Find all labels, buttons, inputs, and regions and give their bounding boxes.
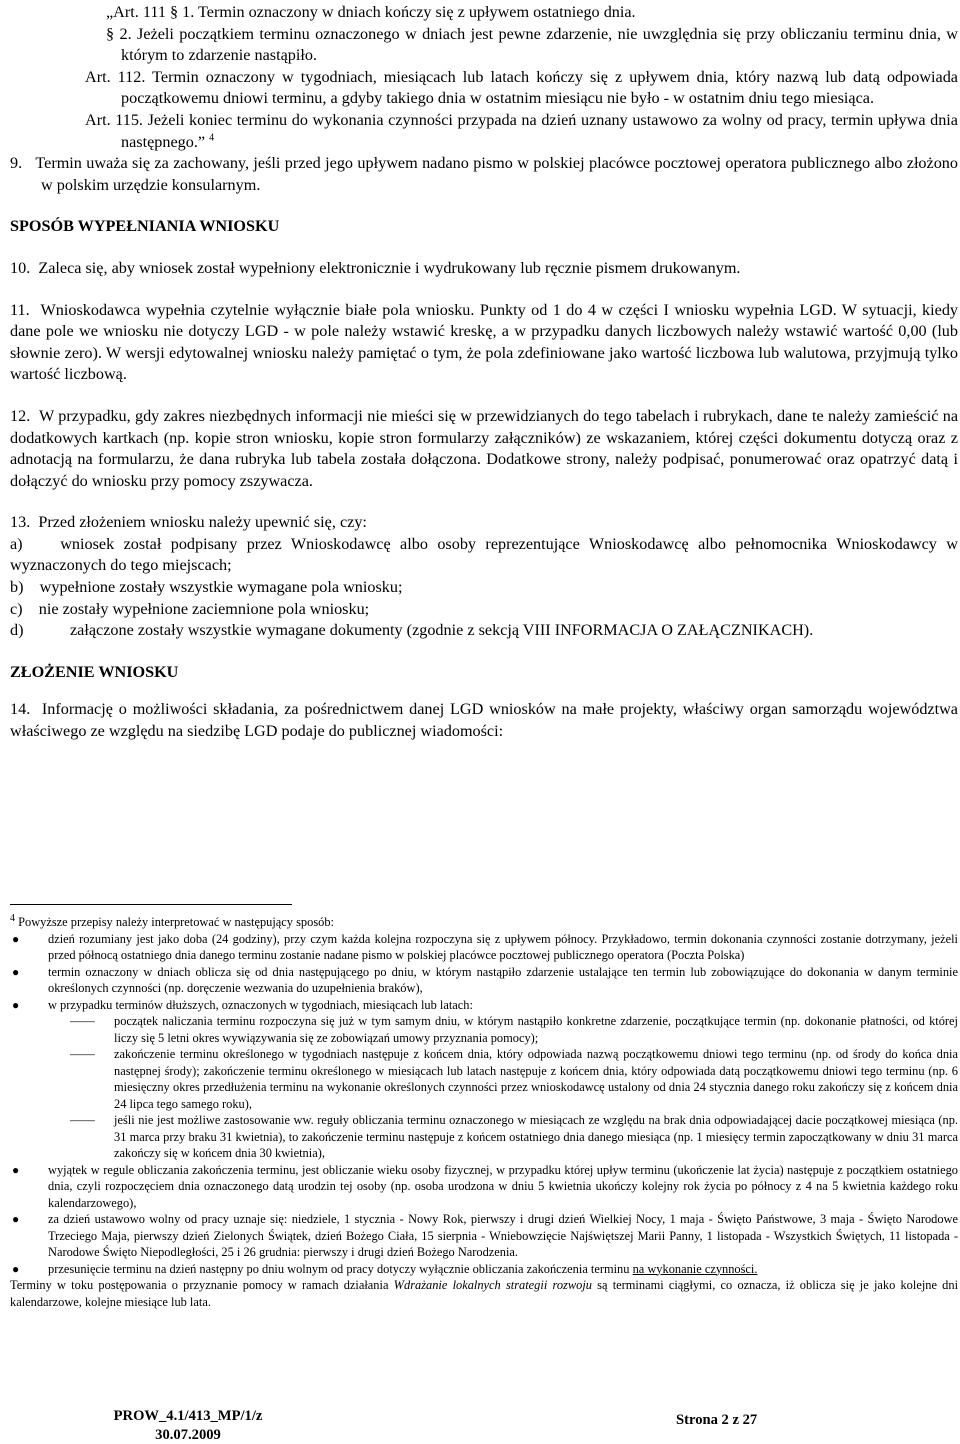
paragraph-12 — [10, 406, 958, 492]
bullet-text: wyjątek w regule obliczania zakończenia terminu, jest obliczanie wieku osoby fizycznej, w przypadku której upływ terminu (ukończenie lat życia) następuje z początkiem ostatniego dnia, czyli rozpoczęciem dnia oznaczonego datą urodzin tej osoby (np. osoba urodzona w dniu 5 kwietnia ukończy kolejny rok życia po północy z 4 na 5 kwietnia każdego roku kalendarzowego), — [48, 1162, 958, 1210]
checklist-text: wniosek został podpisany przez Wnioskodawcę albo osoby reprezentujące Wnioskodawcę albo pełnomocnika Wnioskodawcy w wyznaczonych do tego miejscach; — [10, 534, 958, 575]
checklist-item-a — [10, 534, 958, 577]
paragraph-10 — [10, 258, 958, 280]
bullet-icon: ● — [12, 997, 20, 1012]
bullet-text: przesunięcie terminu na dzień następny po dniu wolnym od pracy dotyczy wyłącznie obliczania zakończenia terminu — [48, 1261, 633, 1276]
paragraph-12-num: 12. — [10, 406, 31, 425]
paragraph-10-num: 10. — [10, 258, 31, 277]
bullet-text: dzień rozumiany jest jako doba (24 godziny), przy czym każda kolejna rozpoczyna się z upływem północy. Przykładowo, termin dokonania czynności zostanie dotrzymany, jeżeli przed północą ostatniego dnia danego terminu zostanie nadane pismo w polskiej placówce pocztowej publicznego operatora (Poczta Polska) — [48, 931, 958, 962]
footnote-bullet-2 — [10, 964, 958, 997]
footnote-bullet-6 — [10, 1261, 958, 1278]
footnote-separator — [10, 904, 292, 905]
art112-para: Art. 112. Termin oznaczony w tygodniach, miesiącach lub latach kończy się z upływem dnia, który nazwą lub datą odpowiada początkowemu dniowi terminu, a gdyby takiego dnia w ostatnim miesiącu nie było - w ostatnim dniu tego miesiąca. — [85, 67, 958, 108]
closing-text-b: są terminami ciągłymi, co oznacza, iż oblicza się je jako kolejne dni kalendarzowe, kolejne miesiące lub lata. — [10, 1278, 959, 1309]
document-code: PROW_4.1/413_MP/1/z — [113, 1408, 263, 1424]
dash-text: zakończenie terminu określonego w tygodniach następuje z końcem dnia, który odpowiada nazwą początkowemu dniowi tego terminu (np. od środy do końca dnia następnej środy); zakończenie terminu określonego w miesiącach lub latach następuje z końcem dnia, który odpowiada datą początkowemu dniowi tego terminu (np. 6 miesięczny okres przedłużenia terminu na wykonanie określonych czynności przez wnioskodawcę ustalony od dnia 24 stycznia danego roku zakończy się z końcem dnia 24 lipca tego samego roku), — [114, 1047, 958, 1111]
bullet-text: termin oznaczony w dniach oblicza się od dnia następującego po dniu, w którym nastąpiło zdarzenie ustalające ten termin lub zobowiązujące do dokonania w danym terminie określonych czynności (np. doręczenie wezwania do uzupełnienia braków), — [48, 964, 958, 995]
checklist-item-c — [10, 599, 958, 621]
footnote-intro-text: Powyższe przepisy należy interpretować w następujący sposób: — [18, 915, 334, 929]
paragraph-9 — [10, 153, 958, 196]
bullet-text: w przypadku terminów dłuższych, oznaczonych w tygodniach, miesiącach lub latach: — [48, 997, 473, 1012]
footnote-bullet-3 — [10, 997, 958, 1014]
bullet-icon: ● — [12, 1212, 20, 1226]
paragraph-9-text: Termin uważa się za zachowany, jeśli przed jego upływem nadano pismo w polskiej placówce pocztowej operatora publicznego albo złożono w polskim urzędzie konsularnym. — [35, 154, 958, 194]
art111-para1: „Art. 111 § 1. Termin oznaczony w dniach kończy się z upływem ostatniego dnia. — [106, 3, 636, 21]
footnote-ref-4[interactable]: 4 — [209, 132, 215, 144]
footnote-dash-1 — [10, 1013, 958, 1046]
footnote-dash-3 — [10, 1112, 958, 1162]
paragraph-14-text: Informację o możliwości składania, za pośrednictwem danej LGD wniosków na małe projekty, właściwy organ samorządu województwa właściwego ze względu na siedzibę LGD podaje do publicznej wiadomości: — [10, 700, 958, 741]
paragraph-11-text: Wnioskodawca wypełnia czytelnie wyłącznie białe pola wniosku. Punkty od 1 do 4 w części I wniosku wypełnia LGD. W sytuacji, kiedy dane pole we wniosku nie dotyczy LGD - w pole należy wstawić kreskę, a w przypadku danych liczbowych należy wstawić wartość 0,00 (lub słownie zero). W wersji edytowalnej wniosku należy pamiętać o tym, że pola zdefiniowane jako wartość liczbowa lub walutowa, przyjmują tylko wartość liczbową. — [10, 300, 959, 384]
footnote-intro — [10, 914, 958, 931]
art115-para — [10, 110, 958, 153]
paragraph-11-num: 11. — [10, 300, 30, 319]
checklist-text: nie zostały wypełnione zaciemnione pola wniosku; — [38, 599, 370, 618]
dash-icon: —— — [70, 1047, 95, 1061]
checklist-item-b — [10, 577, 958, 599]
paragraph-10-text: Zaleca się, aby wniosek został wypełniony elektronicznie i wydrukowany lub ręcznie pismem drukowanym. — [38, 258, 741, 277]
footnote-bullet-4 — [10, 1162, 958, 1212]
checklist-label: d) — [10, 621, 24, 640]
paragraph-12-text: W przypadku, gdy zakres niezbędnych informacji nie mieści się w przewidzianych do tego tabelach i rubrykach, dane te należy zamieścić na dodatkowych kartkach (np. kopie stron wniosku, kopie stron formularzy załączników) ze wskazaniem, której części dokumentu dotyczą oraz z adnotacją na formularzu, że dana rubryka lub tabela została dołączona. Dodatkowe strony, należy podpisać, ponumerować oraz opatrzyć datą i dołączyć do wniosku przy pomocy zszywacza. — [10, 406, 959, 490]
paragraph-13-num: 13. — [10, 513, 31, 532]
page-number: Strona 2 z 27 — [676, 1412, 758, 1428]
footnote-bullet-5 — [10, 1211, 958, 1261]
checklist-text: wypełnione zostały wszystkie wymagane pola wniosku; — [39, 578, 403, 597]
paragraph-11 — [10, 300, 958, 386]
footnote-dash-2 — [10, 1046, 958, 1112]
footnote-bullet-1 — [10, 931, 958, 964]
paragraph-14-num: 14. — [10, 700, 31, 719]
footnote-4 — [10, 914, 958, 1310]
closing-italic: Wdrażanie lokalnych strategii rozwoju — [393, 1278, 592, 1292]
checklist-text: załączone zostały wszystkie wymagane dokumenty (zgodnie z sekcją VIII INFORMACJA O ZAŁĄCZNIKACH). — [70, 621, 814, 640]
checklist-label: b) — [10, 578, 24, 597]
closing-text-a: Terminy w toku postępowania o przyznanie pomocy w ramach działania — [10, 1278, 394, 1292]
paragraph-9-num: 9. — [10, 154, 23, 173]
checklist-item-d — [10, 620, 958, 642]
dash-text: początek naliczania terminu rozpoczyna się już w tym samym dniu, w którym nastąpiło konkretne zdarzenie, początkujące termin (np. dokonanie płatności, od której liczy się 5 letni okres wywiązywania się ze zobowiązań umowy przyznania pomocy); — [114, 1014, 958, 1045]
bullet-icon: ● — [12, 1261, 20, 1276]
paragraph-14 — [10, 699, 958, 742]
bullet-icon: ● — [12, 1162, 20, 1177]
paragraph-13-intro: Przed złożeniem wniosku należy upewnić się, czy: — [38, 513, 367, 532]
checklist-label: c) — [10, 599, 23, 618]
bullet-icon: ● — [12, 964, 20, 979]
dash-text: jeśli nie jest możliwe zastosowanie ww. reguły obliczania terminu oznaczonego w miesiącach ze względu na brak dnia odpowiadającej dacie początkowej miesiąca (np. 31 marca przy braku 31 kwietnia), to zakończenie terminu następuje z końcem ostatniego dnia danego miesiąca (np. 1 miesięcy termin zapoczątkowany w dniu 31 marca zakończy się w końcem dnia 30 kwietnia), — [114, 1113, 958, 1160]
dash-icon: —— — [70, 1014, 95, 1028]
bullet-underlined-text: na wykonanie czynności. — [632, 1261, 758, 1276]
bullet-text: za dzień ustawowo wolny od pracy uznaje się: niedziele, 1 stycznia - Nowy Rok, pierwszy i drugi dzień Wielkiej Nocy, 1 maja - Święto Państwowe, 3 maja - Święto Narodowe Trzeciego Maja, pierwszy dzień Zielonych Świątek, dzień Bożego Ciała, 15 sierpnia - Wniebowzięcie Najświętszej Marii Panny, 1 listopada - Wszystkich Świętych, 11 listopada - Narodowe Święto Niepodległości, 25 i 26 grudnia: pierwszy i drugi dzień Bożego Narodzenia. — [48, 1212, 958, 1259]
footnote-mark: 4 — [10, 912, 15, 924]
paragraph-13 — [10, 512, 958, 642]
checklist-label: a) — [10, 534, 23, 553]
footnote-closing — [10, 1277, 958, 1310]
dash-icon: —— — [70, 1113, 95, 1127]
heading-zlozenie-wniosku: ZŁOŻENIE WNIOSKU — [10, 662, 179, 681]
art115-text: Art. 115. Jeżeli koniec terminu do wykonania czynności przypada na dzień uznany ustawowo za wolny od pracy, termin upływa dnia następnego.” — [85, 110, 958, 151]
bullet-icon: ● — [12, 931, 20, 946]
main-text — [10, 2, 958, 743]
document-date: 30.07.2009 — [155, 1427, 221, 1443]
art111-para2: § 2. Jeżeli początkiem terminu oznaczonego w dniach jest pewne zdarzenie, nie uwzględnia się przy obliczaniu terminu dnia, w którym to zdarzenie nastąpiło. — [106, 24, 958, 65]
heading-sposob-wypelniania: SPOSÓB WYPEŁNIANIA WNIOSKU — [10, 217, 280, 236]
